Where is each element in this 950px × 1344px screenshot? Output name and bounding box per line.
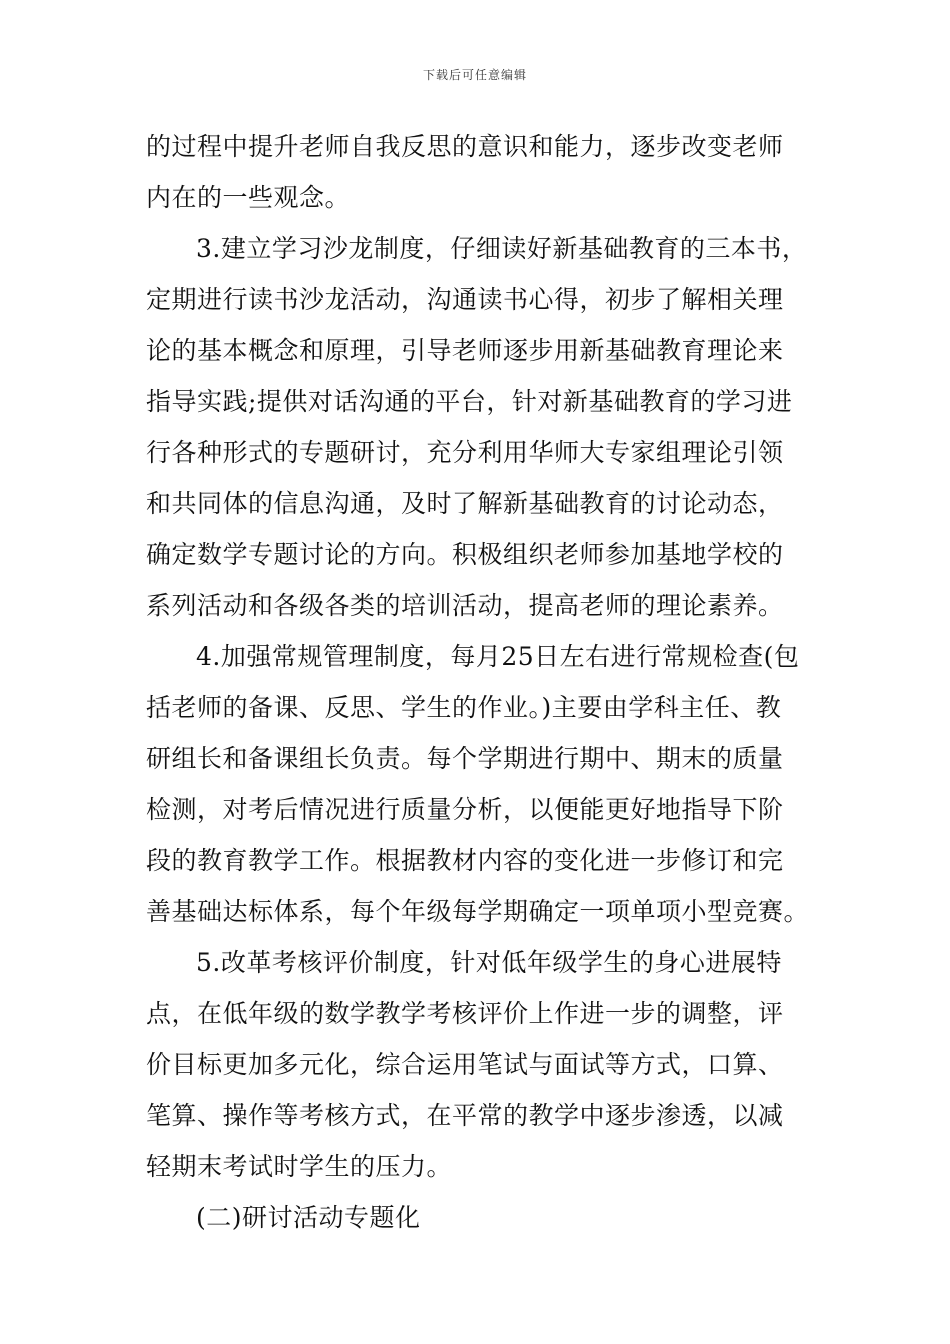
body-line: 指导实践;提供对话沟通的平台，针对新基础教育的学习进 <box>146 387 793 416</box>
paragraph-4-first-line: 4.加强常规管理制度，每月25日左右进行常规检查(包 <box>196 642 800 671</box>
body-line: 笔算、操作等考核方式，在平常的教学中逐步渗透，以减 <box>146 1101 784 1130</box>
body-line: 行各种形式的专题研讨，充分利用华师大专家组理论引领 <box>146 438 784 467</box>
paragraph-3-first-line: 3.建立学习沙龙制度，仔细读好新基础教育的三本书， <box>196 234 808 263</box>
header-note: 下载后可任意编辑 <box>422 68 527 82</box>
body-line: 定期进行读书沙龙活动，沟通读书心得，初步了解相关理 <box>146 285 784 314</box>
body-line: 系列活动和各级各类的培训活动，提高老师的理论素养。 <box>146 591 784 620</box>
body-line: 价目标更加多元化，综合运用笔试与面试等方式，口算、 <box>146 1050 784 1079</box>
body-line: 括老师的备课、反思、学生的作业。)主要由学科主任、教 <box>146 693 782 722</box>
paragraph-5-first-line: 5.改革考核评价制度，针对低年级学生的身心进展特 <box>196 948 782 977</box>
section-heading: (二)研讨活动专题化 <box>196 1203 421 1232</box>
body-line: 研组长和备课组长负责。每个学期进行期中、期末的质量 <box>146 744 784 773</box>
body-line: 内在的一些观念。 <box>146 183 351 212</box>
body-line: 点，在低年级的数学教学考核评价上作进一步的调整，评 <box>146 999 784 1028</box>
body-line: 轻期末考试时学生的压力。 <box>146 1152 453 1181</box>
body-line: 段的教育教学工作。根据教材内容的变化进一步修订和完 <box>146 846 784 875</box>
body-line: 检测，对考后情况进行质量分析，以便能更好地指导下阶 <box>146 795 784 824</box>
body-line: 确定数学专题讨论的方向。积极组织老师参加基地学校的 <box>146 540 784 569</box>
body-line: 的过程中提升老师自我反思的意识和能力，逐步改变老师 <box>146 132 784 161</box>
body-line: 和共同体的信息沟通，及时了解新基础教育的讨论动态， <box>146 489 784 518</box>
body-line: 论的基本概念和原理，引导老师逐步用新基础教育理论来 <box>146 336 784 365</box>
body-line: 善基础达标体系，每个年级每学期确定一项单项小型竞赛。 <box>146 897 810 926</box>
